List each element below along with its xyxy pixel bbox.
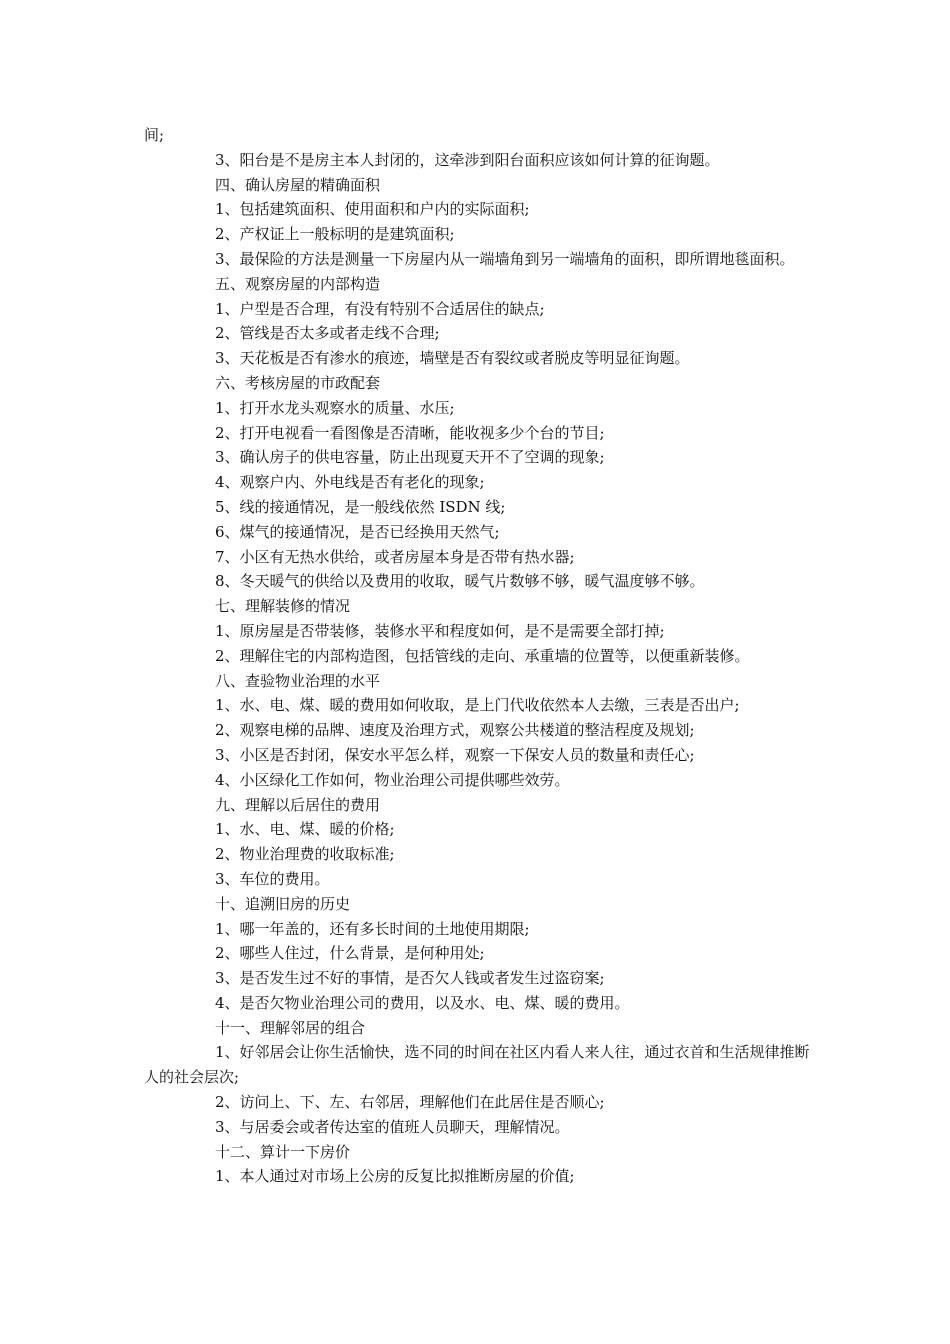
text-line: 2、观察电梯的品牌、速度及治理方式，观察公共楼道的整洁程度及规划; [215,721,695,740]
text-line: 七、理解装修的情况 [215,597,351,616]
text-line: 四、确认房屋的精确面积 [215,175,381,194]
text-line: 五、观察房屋的内部构造 [215,274,381,293]
text-line: 2、理解住宅的内部构造图，包括管线的走向、承重墙的位置等，以便重新装修。 [215,646,750,665]
text-line: 1、打开水龙头观察水的质量、水压; [215,398,455,417]
text-line: 3、天花板是否有渗水的痕迹，墙壁是否有裂纹或者脱皮等明显征询题。 [215,349,690,368]
text-line: 1、水、电、煤、暖的价格; [215,820,395,839]
text-line: 3、阳台是不是房主本人封闭的，这牵涉到阳台面积应该如何计算的征询题。 [215,150,720,169]
text-line: 2、打开电视看一看图像是否清晰，能收视多少个台的节目; [215,423,605,442]
text-line: 6、煤气的接通情况，是否已经换用天然气; [215,522,500,541]
text-line: 1、原房屋是否带装修，装修水平和程度如何，是不是需要全部打掉; [215,621,665,640]
text-line: 1、户型是否合理，有没有特别不合适居住的缺点; [215,299,545,318]
text-line: 2、产权证上一般标明的是建筑面积; [215,225,455,244]
text-line: 3、与居委会或者传达室的值班人员聊天，理解情况。 [215,1117,570,1136]
text-line: 2、访问上、下、左、右邻居，理解他们在此居住是否顺心; [215,1093,605,1112]
text-line: 3、是否发生过不好的事情，是否欠人钱或者发生过盗窃案; [215,969,605,988]
text-line: 1、好邻居会让你生活愉快，选不同的时间在社区内看人来人往，通过衣首和生活规律推断人的社会层次; [144,1043,810,1087]
text-line: 4、观察户内、外电线是否有老化的现象; [215,473,485,492]
text-line: 九、理解以后居住的费用 [215,795,381,814]
text-line: 六、考核房屋的市政配套 [215,373,381,392]
text-line: 十二、算计一下房价 [215,1142,351,1161]
text-line: 3、车位的费用。 [215,869,330,888]
text-line: 十一、理解邻居的组合 [215,1018,366,1037]
text-line: 2、物业治理费的收取标准; [215,845,395,864]
text-line: 1、水、电、煤、暖的费用如何收取，是上门代收依然本人去缴，三表是否出户; [215,696,740,715]
text-line: 5、线的接通情况，是一般线依然 ISDN 线; [215,497,506,516]
text-line: 1、包括建筑面积、使用面积和户内的实际面积; [215,200,530,219]
text-line: 8、冬天暖气的供给以及费用的收取，暖气片数够不够，暖气温度够不够。 [215,572,705,591]
text-line: 3、小区是否封闭，保安水平怎么样，观察一下保安人员的数量和责任心; [215,745,695,764]
document-body [144,123,810,1189]
text-line: 1、本人通过对市场上公房的反复比拟推断房屋的价值; [215,1167,575,1186]
text-line: 4、是否欠物业治理公司的费用，以及水、电、煤、暖的费用。 [215,993,630,1012]
text-line: 3、最保险的方法是测量一下房屋内从一端墙角到另一端墙角的面积，即所谓地毯面积。 [215,249,795,268]
text-line: 十、追溯旧房的历史 [215,894,351,913]
text-line: 2、哪些人住过，什么背景，是何种用处; [215,944,485,963]
text-line: 间; [144,126,165,144]
text-line: 2、管线是否太多或者走线不合理; [215,324,440,343]
text-line: 八、查验物业治理的水平 [215,671,381,690]
text-line: 7、小区有无热水供给，或者房屋本身是否带有热水器; [215,547,575,566]
text-line: 3、确认房子的供电容量，防止出现夏天开不了空调的现象; [215,448,605,467]
text-line: 4、小区绿化工作如何，物业治理公司提供哪些效劳。 [215,770,570,789]
text-line: 1、哪一年盖的，还有多长时间的土地使用期限; [215,919,530,938]
